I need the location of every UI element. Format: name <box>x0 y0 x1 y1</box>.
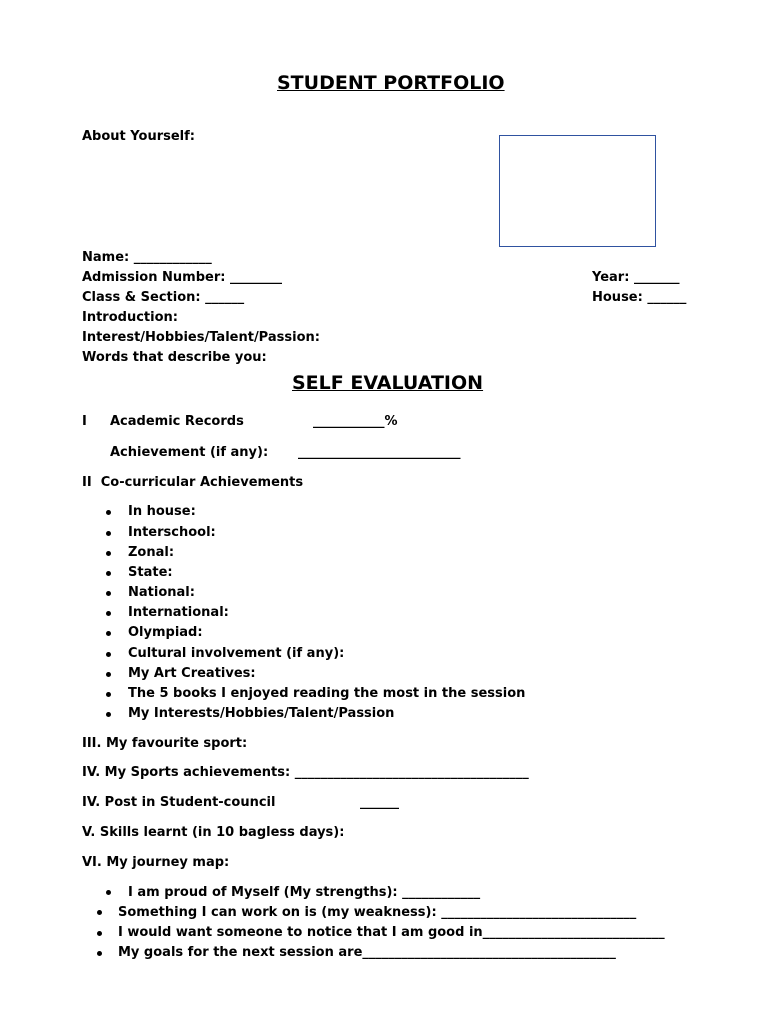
student-council: IV. Post in Student-council <box>82 795 276 810</box>
list-item: Cultural involvement (if any): <box>128 646 345 661</box>
bullet-dot <box>106 692 111 697</box>
favourite-sport: III. My favourite sport: <box>82 736 248 751</box>
bullet-dot <box>106 712 111 717</box>
interests-field: Interest/Hobbies/Talent/Passion: <box>82 330 320 345</box>
bullet-dot <box>106 890 111 895</box>
list-item: Something I can work on is (my weakness): ______________________________ <box>118 905 637 920</box>
bullet-dot <box>106 531 111 536</box>
words-field: Words that describe you: <box>82 350 267 365</box>
house-field: House: ______ <box>592 290 687 305</box>
list-item: My Interests/Hobbies/Talent/Passion <box>128 706 395 721</box>
year-field: Year: _______ <box>592 270 680 285</box>
bullet-dot <box>106 571 111 576</box>
bullet-dot <box>106 551 111 556</box>
academic-blank: ___________% <box>313 414 398 429</box>
class-section-field: Class & Section: ______ <box>82 290 245 305</box>
list-item: My goals for the next session are_______________________________________ <box>118 945 616 960</box>
bullet-dot <box>106 672 111 677</box>
bullet-dot <box>106 631 111 636</box>
list-item: In house: <box>128 504 196 519</box>
list-item: State: <box>128 565 173 580</box>
self-evaluation-title: SELF EVALUATION <box>292 372 484 394</box>
achievement-label: Achievement (if any): <box>110 445 269 460</box>
list-item: My Art Creatives: <box>128 666 256 681</box>
sports-achievements: IV. My Sports achievements: ____________________________________ <box>82 765 529 780</box>
bullet-dot <box>97 910 102 915</box>
bullet-dot <box>97 931 102 936</box>
list-item: Interschool: <box>128 525 216 540</box>
cocurricular-heading: II Co-curricular Achievements <box>82 475 304 490</box>
bullet-dot <box>97 951 102 956</box>
student-council-blank: ______ <box>360 795 399 810</box>
name-field: Name: ____________ <box>82 250 212 265</box>
list-item: Olympiad: <box>128 625 203 640</box>
journey-map: VI. My journey map: <box>82 855 230 870</box>
list-item: National: <box>128 585 195 600</box>
list-item: I am proud of Myself (My strengths): ____________ <box>128 885 481 900</box>
admission-field: Admission Number: ________ <box>82 270 282 285</box>
list-item: The 5 books I enjoyed reading the most in the session <box>128 686 526 701</box>
bullet-dot <box>106 611 111 616</box>
bullet-dot <box>106 652 111 657</box>
academic-label: Academic Records <box>110 414 244 429</box>
academic-number: I <box>82 414 87 429</box>
introduction-field: Introduction: <box>82 310 178 325</box>
list-item: Zonal: <box>128 545 175 560</box>
bullet-dot <box>106 510 111 515</box>
achievement-blank: _________________________ <box>298 445 461 460</box>
skills-learnt: V. Skills learnt (in 10 bagless days): <box>82 825 345 840</box>
list-item: I would want someone to notice that I am good in____________________________ <box>118 925 665 940</box>
about-label: About Yourself: <box>82 129 195 144</box>
list-item: International: <box>128 605 229 620</box>
page-title: STUDENT PORTFOLIO <box>277 72 505 94</box>
photo-box <box>499 135 656 247</box>
bullet-dot <box>106 591 111 596</box>
